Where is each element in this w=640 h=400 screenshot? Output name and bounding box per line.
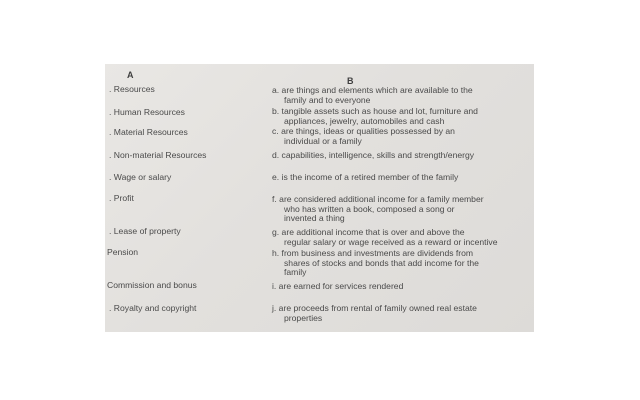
column-a-item: . Material Resources	[109, 127, 188, 137]
column-b-item-j: j. are proceeds from rental of family owned real estate properties	[272, 303, 477, 323]
column-b-item-e: e. is the income of a retired member of the family	[272, 172, 459, 182]
column-b-item-i: i. are earned for services rendered	[272, 281, 404, 291]
column-b-item-d: d. capabilities, intelligence, skills and strength/energy	[272, 150, 475, 160]
column-b-item-c: c. are things, ideas or qualities possessed by an individual or a family	[272, 126, 455, 146]
column-b-item-f: f. are considered additional income for a family member who has written a book, composed a song or invented a thing	[272, 194, 484, 224]
column-a-item: . Lease of property	[109, 226, 181, 236]
column-b-item-g: g. are additional income that is over and above the regular salary or wage received as a reward or incentive	[272, 227, 498, 247]
column-a-item: . Resources	[109, 84, 155, 94]
column-a-item: . Non-material Resources	[109, 150, 207, 160]
column-b-header: B	[347, 76, 354, 86]
column-a-item: Commission and bonus	[107, 280, 197, 290]
column-a-item: . Royalty and copyright	[109, 303, 197, 313]
column-b-item-a: a. are things and elements which are available to the family and to everyone	[272, 85, 473, 105]
column-a-header: A	[127, 70, 134, 80]
column-a-item: . Wage or salary	[109, 172, 172, 182]
column-b-item-b: b. tangible assets such as house and lot, furniture and appliances, jewelry, automobiles and cash	[272, 106, 478, 126]
column-a-item: . Profit	[109, 193, 134, 203]
column-a-item: Pension	[107, 247, 139, 257]
column-b-item-h: h. from business and investments are dividends from shares of stocks and bonds that add income for the family	[272, 248, 479, 278]
column-a-item: . Human Resources	[109, 107, 185, 117]
matching-type-worksheet	[105, 64, 534, 332]
